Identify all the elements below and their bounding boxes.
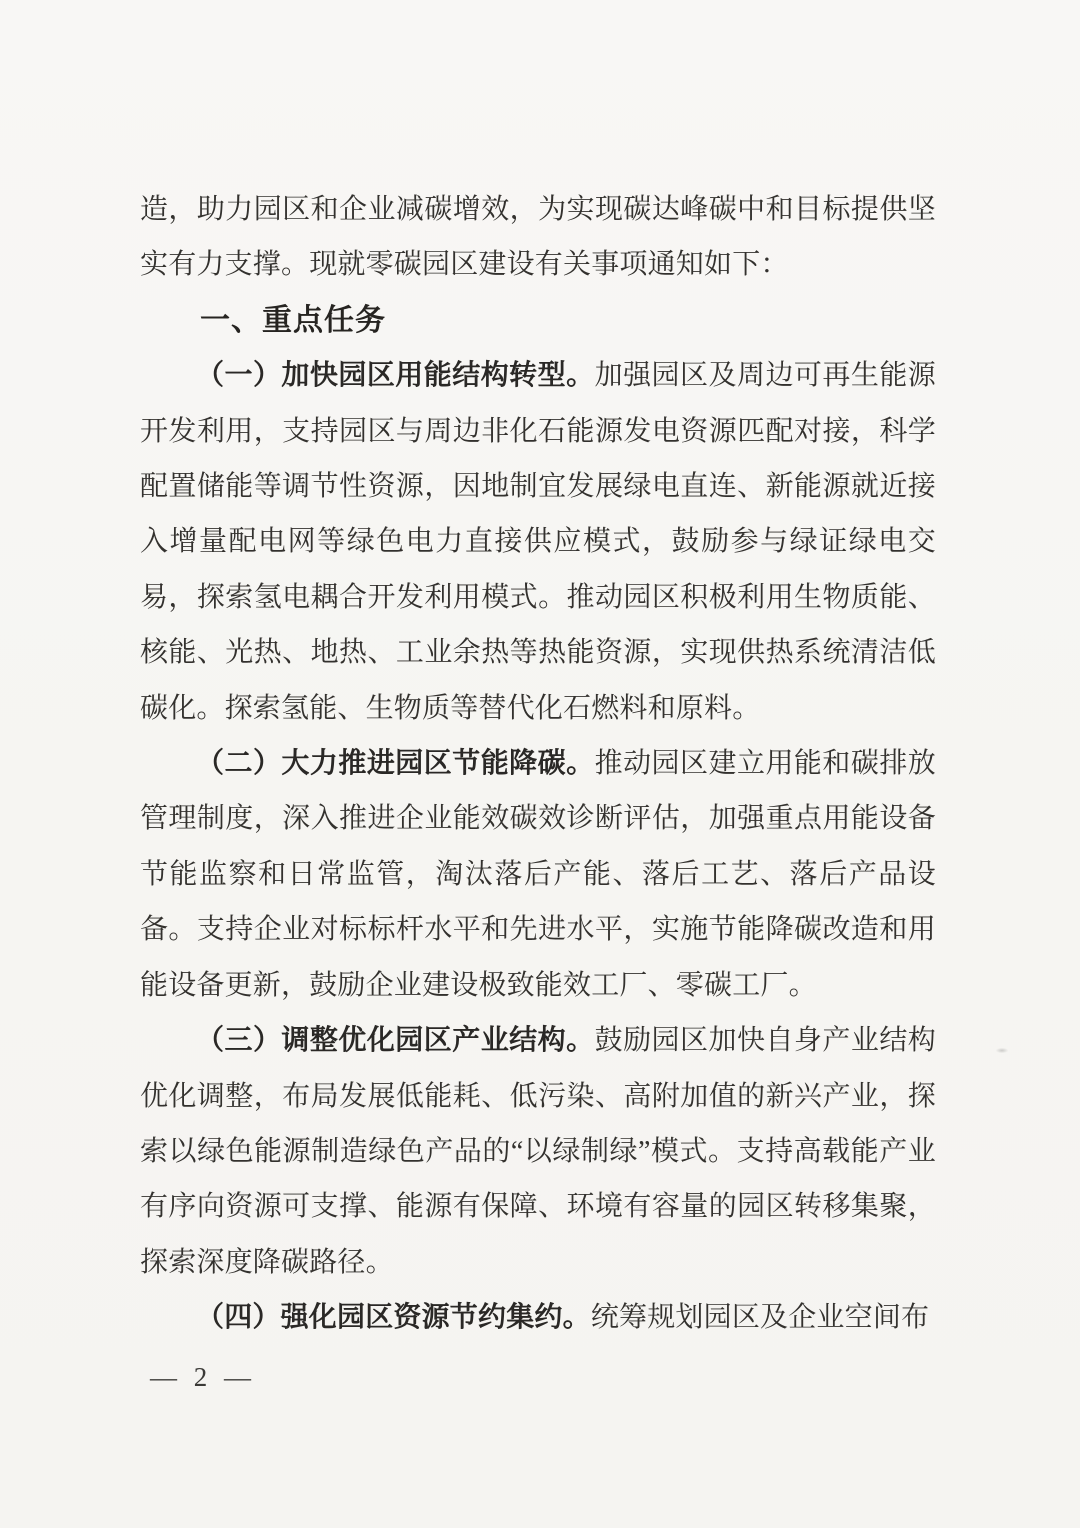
task-item-paragraph (140, 348, 936, 736)
task-item-paragraph (140, 736, 936, 1013)
paragraph-lead: （三）调整优化园区产业结构。 (196, 1025, 595, 1057)
section-heading (140, 293, 936, 348)
paragraph-text: 造，助力园区和企业减碳增效，为实现碳达峰碳中和目标提供坚实有力支撑。现就零碳园区建设有关事项通知如下： (140, 194, 936, 281)
paragraph-lead: （二）大力推进园区节能降碳。 (196, 748, 595, 780)
paragraph-lead: （四）强化园区资源节约集约。 (196, 1302, 591, 1334)
paragraph-text: 加强园区及周边可再生能源开发利用，支持园区与周边非化石能源发电资源匹配对接，科学配置储能等调节性资源，因地制宜发展绿电直连、新能源就近接入增量配电网等绿色电力直接供应模式，鼓励参与绿证绿电交易，探索氢电耦合开发利用模式。推动园区积极利用生物质能、核能、光热、地热、工业余热等热能资源，实现供热系统清洁低碳化。探索氢能、生物质等替代化石燃料和原料。 (140, 360, 936, 724)
scan-artifact (996, 1048, 1008, 1053)
paragraph-lead: （一）加快园区用能结构转型。 (196, 360, 595, 392)
paragraph-text: 推动园区建立用能和碳排放管理制度，深入推进企业能效碳效诊断评估，加强重点用能设备节能监察和日常监管，淘汰落后产能、落后工艺、落后产品设备。支持企业对标标杆水平和先进水平，实施节能降碳改造和用能设备更新，鼓励企业建设极致能效工厂、零碳工厂。 (140, 748, 936, 1001)
body-paragraph (140, 182, 936, 293)
task-item-paragraph (140, 1013, 936, 1290)
task-item-paragraph (140, 1290, 936, 1345)
paragraph-text: 一、重点任务 (200, 303, 386, 337)
page-number: — 2 — (150, 1362, 256, 1392)
document-body (140, 182, 936, 1346)
paragraph-text: 统筹规划园区及企业空间布 (590, 1302, 930, 1334)
paragraph-text: 鼓励园区加快自身产业结构优化调整，布局发展低能耗、低污染、高附加值的新兴产业，探索以绿色能源制造绿色产品的“以绿制绿”模式。支持高载能产业有序向资源可支撑、能源有保障、环境有容量的园区转移集聚，探索深度降碳路径。 (140, 1025, 936, 1278)
